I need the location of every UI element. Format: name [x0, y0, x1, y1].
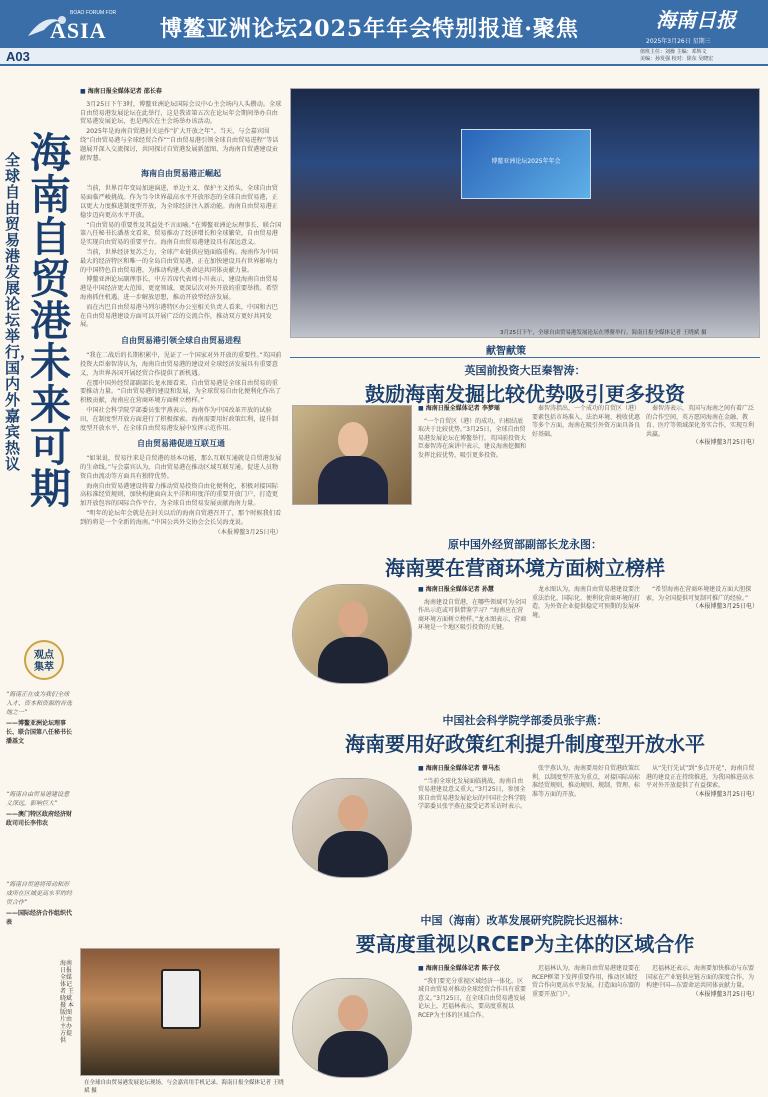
- article-1-col-3: 秦智涛表示，英国与海南之间有着广泛的合作空间，英方愿同海南在金融、教育、医疗等领域深化务实合作，实现互利共赢。 （本报博鳌3月25日电）: [646, 405, 758, 447]
- article-1-col-2: 秦智涛指出，一个成功的自贸区（港）要素包括市场准入、法治环境、税收优惠等多个方面，海南在吸引外资方面具备良好基础。: [532, 405, 641, 438]
- page-title: 博鳌亚洲论坛2025年年会特别报道·聚焦: [160, 16, 579, 42]
- left-photo-caption: 在全球自由贸易港发展论坛现场，与会嘉宾用手机记录。海南日报全媒体记者 王晓斌 摄: [84, 1080, 284, 1094]
- portrait-3: [292, 778, 412, 878]
- masthead: [0, 0, 768, 48]
- lead-headline: 海南自贸港未来可期: [30, 129, 71, 513]
- lead-byline: ■ 海南日报全媒体记者 邵长春: [80, 88, 282, 97]
- portrait-4: [292, 978, 412, 1078]
- section-band: 献智献策: [290, 340, 760, 358]
- portrait-1: [292, 405, 412, 505]
- brand-big: ASIA: [50, 18, 107, 43]
- top-photo-caption: 3月25日下午，全球自由贸易港发展论坛在博鳌举行。海南日报全媒体记者 王晓斌 摄: [500, 330, 707, 336]
- article-2-col-3: “希望海南在营商环境建设方面大胆探索，为全国提供可复制可推广的经验。” （本报博鳌3月25日电）: [646, 586, 758, 611]
- section-heading-2: 自由贸易港引领全球自由贸易进程: [121, 336, 241, 346]
- article-3-col-3: 从“先行先试”到“多点开花”，海南自贸港的建设正在持续推进，为我国推进高水平对外开放提供了有益探索。 （本报博鳌3月25日电）: [646, 765, 758, 798]
- quote-3: “海南自贸港将带动和形成所在区域更高水平的经贸合作” ——国际经济合作组织代表: [6, 881, 73, 926]
- stage-screen: 博鳌亚洲论坛2025年年会: [461, 129, 591, 199]
- forum-photo-audience: [80, 948, 280, 1076]
- viewpoint-badge: 观点 集萃: [24, 640, 64, 680]
- article-4-col-2: 迟福林认为，海南自由贸易港建设要在RCEP框架下发挥重要作用，推动区域经贸合作向更高水平发展，打造面向东盟的重要开放门户。: [532, 965, 641, 998]
- article-3-title: 海南要用好政策红利提升制度型开放水平: [345, 732, 705, 756]
- forum-main-hall-photo: [290, 88, 760, 338]
- quote-1: “海南正在成为我们全球入才、资本和资源的首选地之一” ——博鳌亚洲论坛理事长、联合国第八任秘书长潘基文: [6, 691, 73, 745]
- article-3-col-2: 张宇燕认为，海南要用好自贸港政策红利，以制度型开放为重点，对接国际高标准经贸规则，推动规则、规制、管理、标准等方面的开放。: [532, 765, 641, 798]
- article-4-col-3: 迟福林还表示，海南要加快推动与东盟国家在产业链供应链方面的深度合作，为构建中国—东盟命运共同体贡献力量。 （本报博鳌3月25日电）: [646, 965, 758, 998]
- article-3-kicker: 中国社会科学院学部委员张宇燕：: [442, 714, 608, 727]
- issue-date: 2025年3月26日 星期三: [646, 38, 711, 45]
- editors: 值班主任：刘操 主编：邓辉文 美编：孙发强 校对：徐东 吴晓宏: [640, 49, 714, 62]
- lead-article: ■ 海南日报全媒体记者 邵长春 3月25日下午3时，博鳌亚洲论坛国际会议中心主会场内人头攒动。全球自由贸易港发展论坛在此举行，这是我省第五次在论坛年会期间举办自由贸易港发展论坛，也是两次在主会场举办该活动。 2025年是海南自贸港封关运作“扩大开放之年”。当天，与会嘉宾围绕“自由贸易港与全球经贸合作”“自由贸易港引领全球自由贸易进程”等话题展开深入交流探讨，共同探讨自贸港发展新蓝图，为海南自贸港建设贡献智慧。 海南自由贸易港正崛起 当前，世界百年变局加速演进，单边主义、保护主义抬头，全球自由贸易面临严峻挑战。作为当今世界最高水平开放形态的全球自由贸易港，正以更大力度推进制度型开放，为全球经济注入新动能。海南自由贸易港正稳步迈向更高水平开放。 “自由贸易的重要性及其益处不言而喻。”在博鳌亚洲论坛理事长、联合国第八任秘书长潘基文看来，贸易推动了经济增长和全球繁荣，自由贸易港是实现自由贸易的重要平台。海南自由贸易港建设具有深远意义。 当前，世界经济复苏乏力，全球产业链供应链面临重构。海南作为中国最大的经济特区和唯一的全岛自由贸易港，正在加快建设具有世界影响力的中国特色自由贸易港，为推动构建人类命运共同体贡献力量。 博鳌亚洲论坛副理事长、中方首席代表周小川表示，建设海南自由贸易港是中国经济更大范围、更宽领域、更深层次对外开放的重要举措。希望海南抓住机遇，进一步解放思想，推动开放型经济发展。 而在古巴自由贸易港马列尔港特区办公室相关负责人看来，中国和古巴在自由贸易港建设方面可以开展广泛的交流合作，推动双方更好共同发展。 自由贸易港引领全球自由贸易进程 “我在二战后的长期积累中，见证了一个国家对外开放的重要性。”英国前投资大臣秦智涛认为，海南自由贸易港的建设对全球经济发展具有重要意义，为世界各国开展经贸合作提供了新机遇。 在那中国外经贸部副部长龙永图看来，自由贸易港是全球自由贸易的重要推动力量。“自由贸易港的建设和发展，为全球贸易自由化便利化作出了积极贡献，海南应在营商环境方面树立榜样。” 中国社会科学院学部委员张宇燕表示，海南作为中国改革开放的试验田，在制度型开放方面进行了积极探索。海南需要用好政策红利，提升制度型开放水平，在全球自由贸易港发展中发挥示范作用。 自由贸易港促进互联互通 “如果说，贸易往来是自贸港的基本功能，那么互联互通就是自贸港发展的生命线。”与会嘉宾认为，自由贸易港在推动区域互联互通、促进人员物资自由流动等方面具有独特优势。 海南自由贸易港建设将着力推动贸易投资自由化便利化，积极对接国际高标准经贸规则，加快构建面向太平洋和印度洋的重要开放门户，打造更加开放包容的国际合作平台，为全球自由贸易发展贡献海南力量。 “明年的论坛年会就是在封关以后的海南自贸港召开了，那个时候我们看到的将是一个全新的海南。”中国公共外交协会会长吴海龙说。 （本报博鳌3月25日电）: [80, 88, 282, 538]
- quote-2: “海南自由贸易港建设意义深远，影响巨大” ——澳门特区政府经济财政司司长李伟农: [6, 791, 73, 827]
- article-1-title: 鼓励海南发掘比较优势吸引更多投资: [365, 382, 685, 406]
- portrait-2: [292, 584, 412, 684]
- section-heading-1: 海南自由贸易港正崛起: [141, 169, 221, 179]
- photo-credit-vertical: 海南日报全媒体记者 王晓斌 摄 本版图片由主办方提供: [60, 960, 74, 1044]
- article-2-kicker: 原中国外经贸部副部长龙永图：: [448, 538, 602, 551]
- article-4-title: 要高度重视以RCEP为主体的区域合作: [355, 932, 695, 956]
- sub-header: [0, 48, 768, 66]
- phone-icon: [161, 969, 201, 1029]
- lead-subheadline: 全球自由贸易港发展论坛举行，国内外嘉宾热议: [5, 151, 36, 473]
- article-4-col-1: ■ 海南日报全媒体记者 陈子仪 “我们要充分重视区域经济一体化。区域自由贸易对推动全球经贸合作具有重要意义。”3月25日，在全球自由贸易港发展论坛上，迟福林表示，要高度重视以RCEP为主体的区域合作。: [418, 965, 528, 1021]
- article-4-kicker: 中国（海南）改革发展研究院院长迟福林：: [420, 914, 630, 927]
- article-3-col-1: ■ 海南日报全媒体记者 曾马杰 “当前全球化发展面临挑战，海南自由贸易港建设意义重大。”3月25日，参加全球自由贸易港发展论坛的中国社会科学院学部委员张宇燕在接受记者采访时表示。: [418, 765, 528, 812]
- article-2-col-1: ■ 海南日报全媒体记者 孙慧 海南建设自贸港，在哪些领域可为全国作出示范或可供借鉴学习？“海南应在营商环境方面树立榜样。”龙永图表示，营商环境是一个地区吸引投资的关键。: [418, 586, 528, 633]
- article-2-col-2: 龙永图认为，海南自由贸易港建设要注重法治化、国际化、便利化营商环境的打造，为外资企业提供稳定可预期的发展环境。: [532, 586, 641, 619]
- article-1-kicker: 英国前投资大臣秦智涛：: [464, 364, 586, 377]
- article-1-col-1: ■ 海南日报全媒体记者 李梦瑶 “一个自贸区（港）的成功，归根结底取决于比较优势。”3月25日，全球自由贸易港发展论坛在博鳌举行，英国前投资大臣秦智涛在演讲中表示，建议海南挖掘和发挥比较优势，吸引更多投资。: [418, 405, 528, 461]
- article-2-title: 海南要在营商环境方面树立榜样: [385, 556, 665, 580]
- section-heading-3: 自由贸易港促进互联互通: [137, 439, 225, 449]
- page-number: A03: [6, 49, 30, 64]
- newspaper-logo: 海南日报: [656, 8, 736, 32]
- brand-small: BOAO FORUM FOR: [70, 10, 117, 16]
